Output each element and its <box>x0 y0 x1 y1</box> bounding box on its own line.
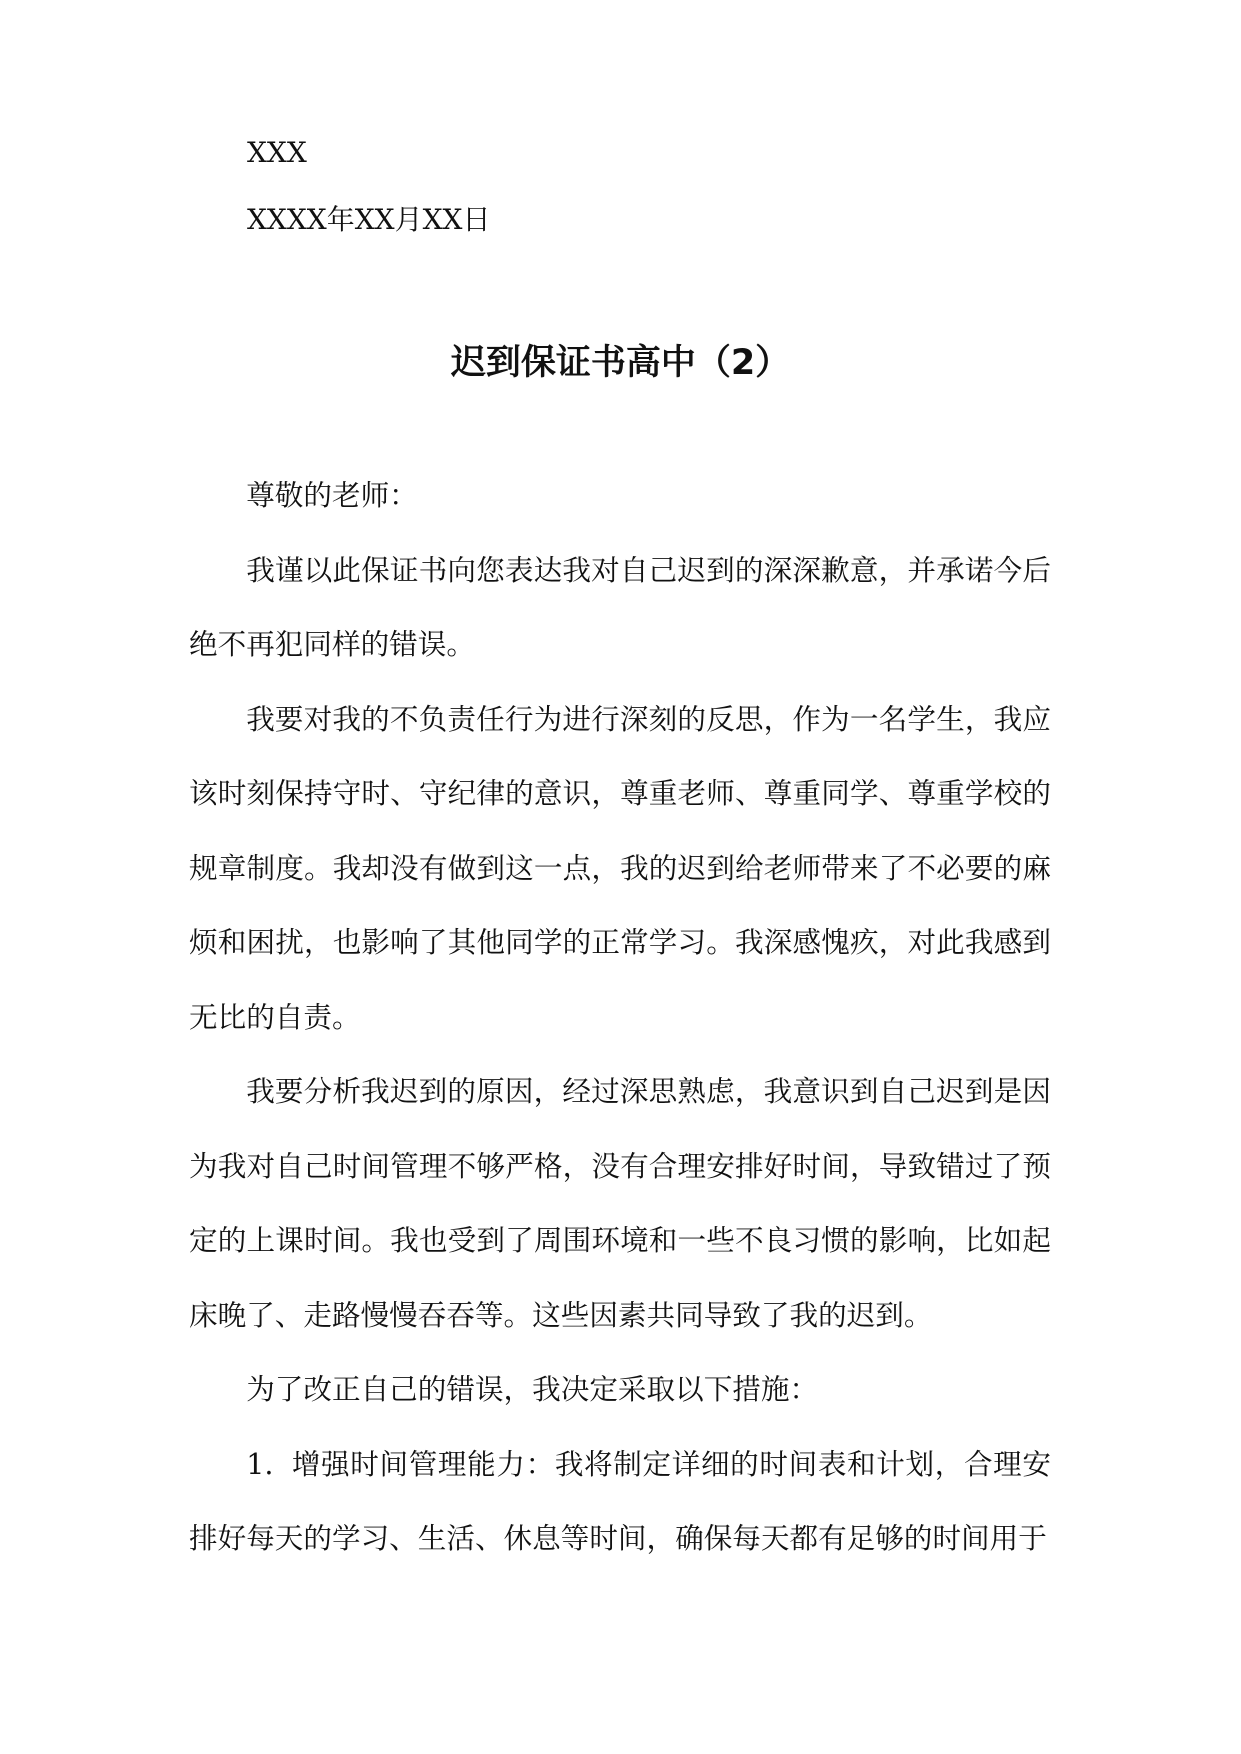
list-item <box>189 1427 1051 1576</box>
paragraph: 为了改正自己的错误，我决定采取以下措施： <box>246 1372 819 1406</box>
signature-name: XXX <box>247 136 307 169</box>
paragraph: 我要分析我迟到的原因，经过深思熟虑，我意识到自己迟到是因为我对自己时间管理不够严格，没有合理安排好时间，导致错过了预定的上课时间。我也受到了周围环境和一些不良习惯的影响，比如起床晚了、走路慢慢吞吞等。这些因素共同导致了我的迟到。 <box>189 1074 1051 1332</box>
paragraph: 我谨以此保证书向您表达我对自己迟到的深深歉意，并承诺今后绝不再犯同样的错误。 <box>189 552 1051 661</box>
list-item-text: 增强时间管理能力：我将制定详细的时间表和计划，合理安排好每天的学习、生活、休息等时间，确保每天都有足够的时间用于 <box>189 1446 1051 1555</box>
signature-date: XXXX年XX月XX日 <box>247 203 491 236</box>
document-body <box>189 458 1051 1576</box>
paragraph: 我要对我的不负责任行为进行深刻的反思，作为一名学生，我应该时刻保持守时、守纪律的意识，尊重老师、尊重同学、尊重学校的规章制度。我却没有做到这一点，我的迟到给老师带来了不必要的麻烦和困扰，也影响了其他同学的正常学习。我深感愧疚，对此我感到无比的自责。 <box>189 701 1051 1034</box>
document-title: 迟到保证书高中（2） <box>450 343 791 383</box>
list-item-number: 1. <box>246 1446 274 1481</box>
salutation: 尊敬的老师： <box>246 478 418 512</box>
